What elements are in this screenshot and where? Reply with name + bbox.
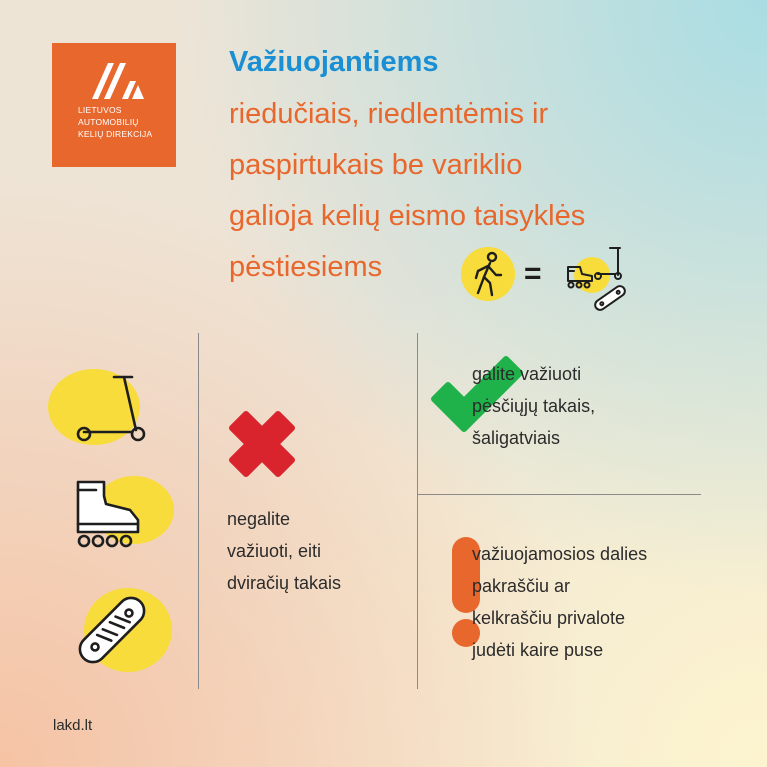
allowed-text xyxy=(472,358,595,454)
column-divider xyxy=(198,333,199,689)
footer-site: lakd.lt xyxy=(53,717,93,734)
column-divider xyxy=(417,333,418,689)
logo-mark-icon xyxy=(78,61,150,101)
lakd-logo xyxy=(52,43,176,167)
equals-sign: = xyxy=(524,257,542,290)
cross-icon xyxy=(226,408,298,480)
pedestrian-icon xyxy=(456,245,518,303)
logo-text xyxy=(78,104,152,140)
page-title: Važiuojantiems xyxy=(229,46,439,78)
logo-line: AUTOMOBILIŲ xyxy=(78,117,139,127)
text-line: dviračių takais xyxy=(227,573,342,593)
roller-skate-icon xyxy=(70,474,175,554)
logo-line: LIETUVOS xyxy=(78,105,122,115)
text-line: judėti kaire puse xyxy=(472,640,604,660)
subtitle-line: galioja kelių eismo taisyklės xyxy=(229,200,586,232)
subtitle-line: riedučiais, riedlentėmis ir xyxy=(229,98,549,130)
logo-line: KELIŲ DIREKCIJA xyxy=(78,129,153,139)
text-line: pėsčiųjų takais, xyxy=(472,396,596,416)
skateboard-icon xyxy=(70,585,175,675)
conditional-text xyxy=(472,538,647,666)
text-line: važiuoti, eiti xyxy=(227,541,322,561)
text-line: negalite xyxy=(227,509,291,529)
scooter-icon xyxy=(44,362,164,452)
text-line: galite važiuoti xyxy=(472,364,582,384)
row-divider xyxy=(417,494,701,495)
forbidden-text xyxy=(227,503,341,599)
text-line: šaligatviais xyxy=(472,428,561,448)
subtitle-line: paspirtukais be variklio xyxy=(229,149,523,181)
text-line: važiuojamosios dalies xyxy=(472,544,648,564)
text-line: pakraščiu ar xyxy=(472,576,571,596)
text-line: kelkraščiu privalote xyxy=(472,608,626,628)
vehicles-icon-group xyxy=(560,243,632,315)
subtitle-line: pėstiesiems xyxy=(229,251,383,283)
